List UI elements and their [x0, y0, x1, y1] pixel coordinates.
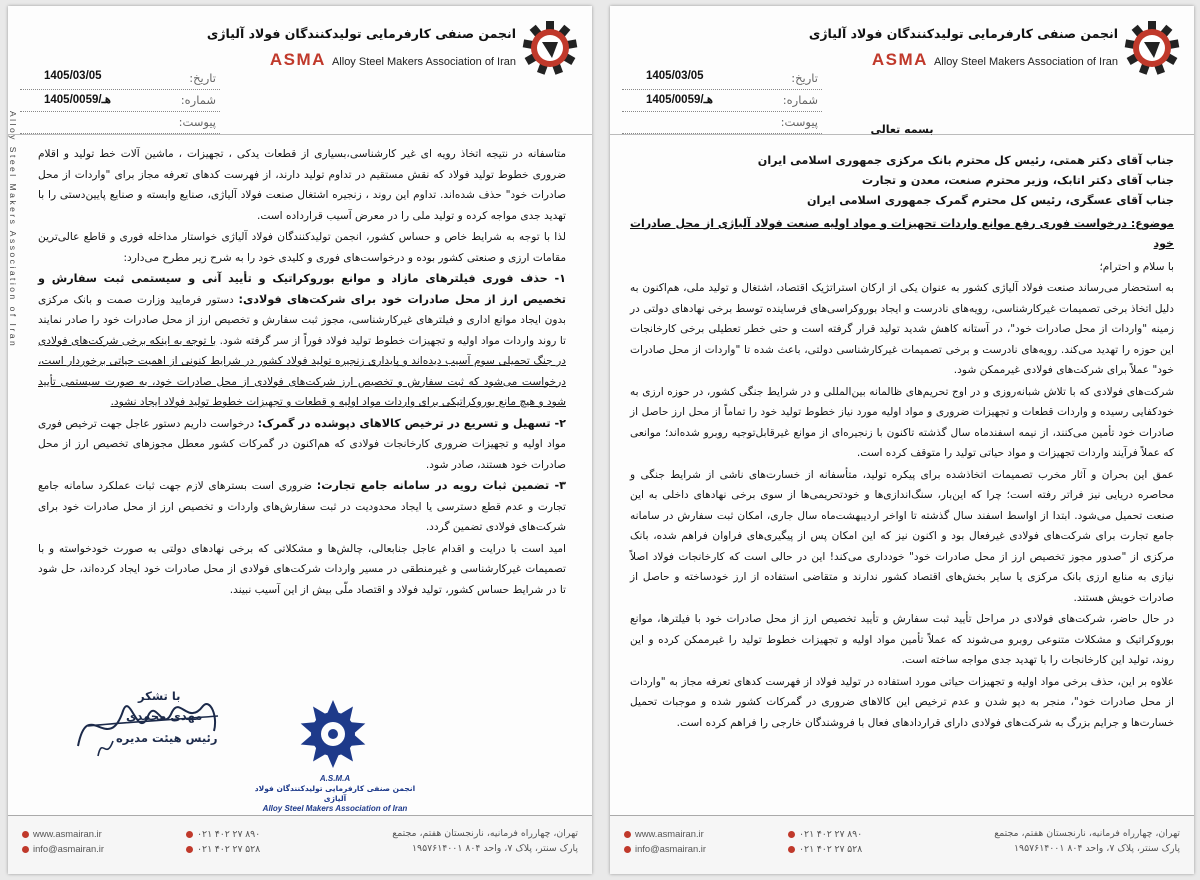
signature-title: رئیس هیئت مدیره	[116, 731, 218, 745]
request-item-3	[38, 476, 566, 538]
body-paragraph-4: در حال حاضر، شرکت‌های فولادی در مراحل تأیید ثبت سفارش و تأیید تخصیص ارز از محل صادرات خود با فیلترها، موانع بوروکراتیک و مشکلات متنوعی روبرو می‌شوند که عملاً تأمین مواد اولیه و تجهیزات خطوط تولید را غیرممکن کرده و این روند، تولید این کارخانجات را با تهدید جدی مواجه ساخته است.	[630, 613, 1174, 666]
date-value: 1405/03/05	[44, 70, 102, 82]
request-item-3-title: ۳- تضمین ثبات رویه در سامانه جامع تجارت:	[316, 479, 567, 492]
request-item-2	[38, 414, 566, 476]
signature-name: مهدی محمدی	[126, 709, 203, 723]
website-link[interactable]: www.asmairan.ir	[635, 828, 704, 839]
footer-phones: ۰۲۱ ۴۰۲ ۲۷ ۸۹۰ ۰۲۱ ۴۰۲ ۲۷ ۵۲۸	[788, 826, 862, 856]
org-name-en: Alloy Steel Makers Association of Iran	[331, 56, 516, 68]
stamp-org-en: Alloy Steel Makers Association of Iran	[262, 804, 408, 813]
header-divider	[8, 134, 592, 135]
globe-icon	[22, 831, 29, 838]
letter-footer	[8, 815, 592, 874]
letter-meta	[20, 68, 220, 134]
org-name-en-row	[270, 50, 516, 70]
fax-icon	[186, 846, 193, 853]
date-row	[20, 68, 220, 90]
request-item-1-text: دستور فرمایید وزارت صمت و بانک مرکزی بدون ایجاد موانع اداری و فیلترهای غیرکارشناسی، مجوز ثبت سفارش و تخصیص ارز از محل صادرات خود را صادر نمایند تا روند واردات مواد اولیه و تجهیزات خطوط تولید فولاد فوراً از سر گرفته شود.	[38, 293, 567, 347]
subject-line: موضوع: درخواست فوری رفع موانع واردات تجهیزات و مواد اولیه صنعت فولاد آلیاژی از محل صادرات خود	[630, 216, 1174, 250]
intro-paragraph: متاسفانه در نتیجه اتخاذ رویه ای غیر کارشناسی،بسیاری از قطعات یدکی ، تجهیزات ، ماشین آلات خط تولید و اقلام ضروری خطوط تولید فولاد که نقش مستقیم در تداوم تولید دارند، از فهرست کدهای تعرفه مجاز برای "واردات از محل صادرات خود" حذف شده‌اند. تداوم این روند ، زنجیره اشتغال صنعت فولاد آلیاژی، صنایع وابسته و صنایع پایین‌دستی را با تهدید جدی مواجه کرده و تولید ملی را در معرض آسیب قرارداده است.	[38, 148, 566, 222]
number-value: 1405/0059/هـ	[646, 94, 713, 106]
website-link[interactable]: www.asmairan.ir	[33, 828, 102, 839]
letter-body-page-2	[38, 144, 566, 601]
fax-icon	[788, 846, 795, 853]
letter-page-1	[610, 6, 1194, 874]
body-paragraph-3: عمق این بحران و آثار مخرب تصمیمات اتخاذشده برای پیکره تولید، متأسفانه از خسارت‌های ناشی از شرایط جنگی و محاصره دریایی نیز فراتر رفته است؛ چرا که این‌بار، سنگ‌اندازی‌ها و خودتحریمی‌ها از سوی برخی نهادهای داخلی به این صنعت تحمیل می‌شود. ابتدا از اواسط اسفند سال گذشته تا اواخر اردیبهشت‌ماه سال جاری، امکان ثبت سفارش در سامانه جامع تجارت برای شرکت‌های فولادی غیرفعال بود و اکنون نیز که این امکان پس از پیگیری‌های فراوان فراهم شده، بانک مرکزی از "صدور مجوز تخصیص ارز از محل صادرات خود" خودداری می‌کند! این در حالی است که کارخانجات فولاد اصلاً نیازی به منابع ارزی بانک مرکزی یا سایر بخش‌های اقتصاد کشور ندارند و متقاضی استفاده از ارز خودساخته و حاصل از صادرات خویش هستند.	[630, 468, 1174, 604]
date-label: تاریخ:	[791, 71, 818, 85]
request-item-1-title: ۱- حذف فوری فیلترهای مازاد و موانع بوروکراتیک و تأیید آنی و سیستمی ثبت سفارش و تخصیص ارز از محل صادرات خود برای شرکت‌های فولادی:	[38, 272, 567, 306]
footer-web	[624, 826, 706, 856]
body-paragraph-5: علاوه بر این، حذف برخی مواد اولیه و تجهیزات حیاتی مورد استفاده در تولید فولاد از فهرست کدهای تعرفه مجاز به "واردات از محل صادرات خود"، منجر به دپو شدن و عدم ترخیص این کالاهای ضروری در گمرکات کشور شده و موجبات تحمیل خسارت‌ها و جرایم بزرگ به شرکت‌های فولادی دارای قراردادهای فعال با فروشندگان خارجی را فراهم کرده است.	[630, 675, 1174, 729]
attachment-label: پیوست:	[178, 115, 216, 129]
footer-web	[22, 826, 104, 856]
recipient-3: جناب آقای عسگری، رئیس کل محترم گمرک جمهوری اسلامی ایران	[807, 193, 1174, 207]
letter-footer	[610, 815, 1194, 874]
phone-icon	[788, 831, 795, 838]
request-item-2-title: ۲- تسهیل و تسریع در ترخیص کالاهای دپوشده در گمرک:	[257, 416, 566, 430]
request-item-1-emphasis: با توجه به اینکه برخی شرکت‌های فولادی در جنگ تحمیلی سوم آسیب دیده‌اند و پایداری زنجیره تولید فولاد کشور در شرایط کنونی از اهمیت حیاتی برخوردار است، درخواست می‌شود که ثبت سفارش و تخصیص ارز شرکت‌های فولادی از محل صادرات خود، به صورت سیستمی تأیید شود و هیچ مانع بوروکراتیکی برای واردات مواد اولیه و قطعات و تجهیزات خطوط تولید فولاد ایجاد نشود.	[38, 334, 566, 408]
asma-wordmark: ASMA	[269, 50, 326, 69]
email-link[interactable]: info@asmairan.ir	[635, 843, 706, 854]
request-item-2-text: درخواست داریم دستور عاجل جهت ترخیص فوری مواد اولیه و تجهیزات ضروری کارخانجات فولادی که هم‌اکنون در گمرکات کشور معطل مجوزهای تخصیص ارز از محل صادرات خود هستند، صادر شود.	[38, 417, 566, 471]
letter-body-page-1	[630, 120, 1174, 734]
org-name-en-row	[872, 50, 1118, 70]
signature-thanks: با تشکر	[138, 689, 181, 703]
phone-icon	[186, 831, 193, 838]
greeting: با سلام و احترام؛	[1099, 260, 1174, 273]
request-item-1	[38, 269, 566, 413]
recipient-1: جناب آقای دکتر همتی، رئیس کل محترم بانک مرکزی جمهوری اسلامی ایران	[757, 153, 1174, 167]
date-label: تاریخ:	[189, 71, 216, 85]
number-row	[622, 90, 822, 112]
recipient-2: جناب آقای دکتر اتابک، وزیر محترم صنعت، معدن و تجارت	[861, 173, 1174, 187]
attachment-row	[20, 112, 220, 134]
date-row	[622, 68, 822, 90]
request-item-3-text: ضروری است بسترهای لازم جهت ثبات عملکرد سامانه جامع تجارت و عدم قطع دسترسی یا ایجاد محدودیت در ثبت سفارش‌های واردات و تخصیص ارز از محل صادرات خود برای شرکت‌های فولادی تضمین گردد.	[38, 480, 566, 533]
number-value: 1405/0059/هـ	[44, 94, 111, 106]
org-name-en: Alloy Steel Makers Association of Iran	[933, 56, 1118, 68]
request-intro-paragraph: لذا با توجه به شرایط خاص و حساس کشور، انجمن تولیدکنندگان فولاد آلیاژی خواستار مداخله فوری و قاطع عالی‌ترین مقامات ارزی و صنعتی کشور بوده و درخواست‌های فوری و کلیدی خود را به شرح زیر مطرح می‌دارد:	[38, 231, 566, 264]
asma-wordmark: ASMA	[871, 50, 928, 69]
closing-paragraph: امید است با درایت و اقدام عاجل جنابعالی، چالش‌ها و مشکلاتی که برخی نهادهای دولتی به صورت خودخواسته و با تصمیمات غیرکارشناسی و غیرمنطقی در مسیر واردات شرکت‌های فولادی از محل صادرات خود ایجاد کرده‌اند، حل شود تا در شرایط حساس کشور، تولید فولاد و اقتصاد ملّی بیش از این آسیب نبیند.	[38, 542, 566, 596]
email-link[interactable]: info@asmairan.ir	[33, 843, 104, 854]
org-name-fa: انجمن صنفی کارفرمایی تولیدکنندگان فولاد آلیاژی	[206, 26, 516, 41]
number-row	[20, 90, 220, 112]
mail-icon	[22, 846, 29, 853]
globe-icon	[624, 831, 631, 838]
body-paragraph-1: به استحضار می‌رساند صنعت فولاد آلیاژی کشور به عنوان یکی از ارکان استراتژیک اقتصاد، اشتغال و تولید ملی، هم‌اکنون به دلیل اتخاذ برخی تصمیمات غیرکارشناسی، رویه‌های نادرست و ایجاد بوروکراسی‌های فرساینده توسط برخی نهادهای دولتی در زمینه "واردات از محل صادرات خود"، در آستانه کاهش شدید تولید قرار گرفته است و حتی خطر تعطیلی برخی کارخانجات این حوزه را تهدید می‌کند. رویه‌های نادرست و برخی تصمیمات غیرکارشناسی دولتی، باعث شده تا "واردات از محل صادرات خود" عملاً برای شرکت‌های فولادی غیرممکن شود.	[630, 282, 1174, 376]
number-label: شماره:	[180, 93, 216, 107]
footer-address: تهران، چهارراه فرمانیه، نارنجستان هفتم، مجتمع پارک سنتر، پلاک ۷، واحد ۸۰۴ ۱۹۵۷۶۱۴۰۰۱	[994, 828, 1180, 854]
attachment-label: پیوست:	[780, 115, 818, 129]
stamp-asma: A.S.M.A	[319, 774, 351, 783]
signature-block	[68, 686, 228, 766]
margin-vertical-text: Alloy Steel Makers Association of Iran	[8, 111, 18, 349]
footer-phones: ۰۲۱ ۴۰۲ ۲۷ ۸۹۰ ۰۲۱ ۴۰۲ ۲۷ ۵۲۸	[186, 826, 260, 856]
asma-gear-logo-icon	[522, 18, 578, 84]
org-name-fa: انجمن صنفی کارفرمایی تولیدکنندگان فولاد آلیاژی	[808, 26, 1118, 41]
footer-address: تهران، چهارراه فرمانیه، نارنجستان هفتم، مجتمع پارک سنتر، پلاک ۷، واحد ۸۰۴ ۱۹۵۷۶۱۴۰۰۱	[392, 828, 578, 854]
body-paragraph-2: شرکت‌های فولادی که با تلاش شبانه‌روزی و در اوج تحریم‌های ظالمانه بین‌المللی و در شرایط جنگی کشور، در حوزه ارزی به خودکفایی رسیده و واردات قطعات و تجهیزات ضروری و مواد اولیه مورد نیاز خطوط تولید خود را تماماً از محل ارز حاصل از صادرات خود تأمین می‌کنند، از نیمه اسفندماه سال گذشته تاکنون با زنجیره‌ای از موانع غیرقابل‌توجیه روبرو شده‌اند؛ موانعی که عملاً فرآیند واردات تجهیزات و مواد حیاتی تولید را متوقف کرده است.	[630, 385, 1174, 459]
date-value: 1405/03/05	[646, 70, 704, 82]
asma-gear-logo-icon	[1124, 18, 1180, 84]
number-label: شماره:	[782, 93, 818, 107]
letter-page-2	[8, 6, 592, 874]
stamp-org-fa: انجمن صنفی کارفرمایی تولیدکنندگان فولاد آلیاژی	[254, 784, 416, 803]
basmala: بسمه تعالی	[870, 123, 934, 136]
mail-icon	[624, 846, 631, 853]
